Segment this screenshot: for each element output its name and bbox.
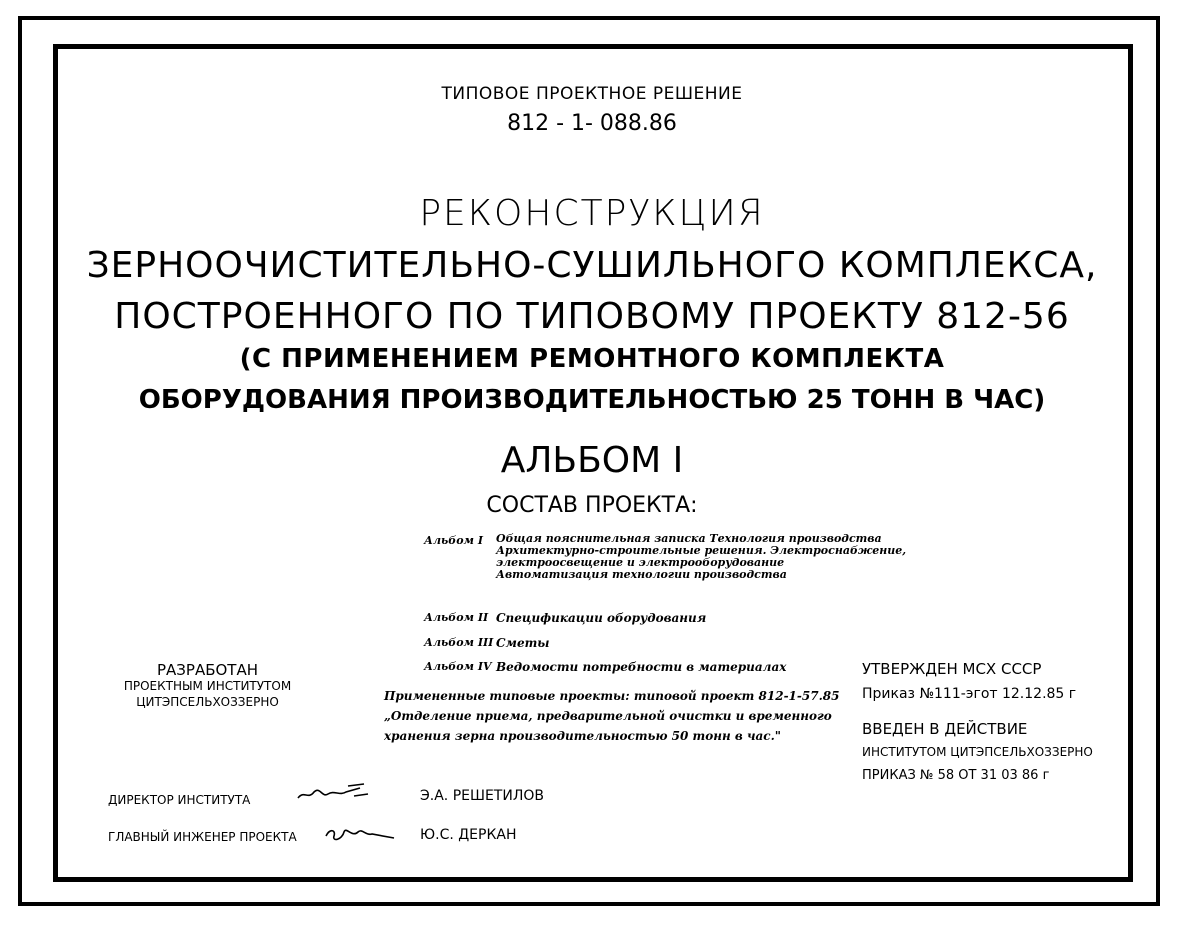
applied-line: „Отделение приема, предварительной очистки и временного: [384, 709, 832, 723]
album2-label: Альбом II: [424, 611, 489, 624]
album1-description: [496, 533, 906, 581]
approval-line2: Приказ №111-эгот 12.12.85 г: [862, 686, 1077, 702]
developer-line: ЦИТЭПСЕЛЬХОЗЗЕРНО: [136, 695, 279, 709]
album-title: АЛЬБОМ I: [500, 440, 684, 481]
album1-label: Альбом I: [424, 534, 483, 547]
album1-line: Автоматизация технологии производства: [496, 568, 787, 581]
engineer-name: Ю.С. ДЕРКАН: [420, 827, 517, 843]
engineer-title: ГЛАВНЫЙ ИНЖЕНЕР ПРОЕКТА: [108, 830, 297, 844]
approval-line5: ПРИКАЗ № 58 ОТ 31 03 86 г: [862, 768, 1050, 783]
applied-projects: [384, 686, 839, 746]
composition-heading: СОСТАВ ПРОЕКТА:: [486, 493, 698, 518]
album1-line: Общая пояснительная записка Технология производства: [496, 532, 882, 545]
album4-description: Ведомости потребности в материалах: [496, 660, 787, 674]
title-line4: (С ПРИМЕНЕНИЕМ РЕМОНТНОГО КОМПЛЕКТА: [239, 344, 945, 374]
approval-line1: УТВЕРЖДЕН МСХ СССР: [862, 660, 1042, 678]
album1-line: Архитектурно-строительные решения. Электроснабжение,: [496, 544, 907, 557]
applied-line: хранения зерна производительностью 50 тонн в час.": [384, 729, 782, 743]
title-line1: РЕКОНСТРУКЦИЯ: [419, 193, 765, 234]
title-line3: ПОСТРОЕННОГО ПО ТИПОВОМУ ПРОЕКТУ 812-56: [114, 296, 1070, 337]
project-number: 812 - 1- 088.86: [507, 111, 677, 136]
director-name: Э.А. РЕШЕТИЛОВ: [420, 788, 544, 804]
album3-label: Альбом III: [424, 636, 494, 649]
album1-line: электроосвещение и электрооборудование: [496, 556, 785, 569]
album4-label: Альбом IV: [424, 660, 492, 673]
approval-line4: ИНСТИТУТОМ ЦИТЭПСЕЛЬХОЗЗЕРНО: [862, 745, 1093, 759]
title-line2: ЗЕРНООЧИСТИТЕЛЬНО-СУШИЛЬНОГО КОМПЛЕКСА,: [86, 245, 1098, 286]
developer-block: [105, 662, 310, 710]
album2-description: Спецификации оборудования: [496, 611, 707, 625]
developer-line: ПРОЕКТНЫМ ИНСТИТУТОМ: [123, 679, 292, 693]
developer-line: РАЗРАБОТАН: [156, 661, 259, 679]
director-title: ДИРЕКТОР ИНСТИТУТА: [108, 793, 251, 807]
header-line1: ТИПОВОЕ ПРОЕКТНОЕ РЕШЕНИЕ: [441, 84, 743, 104]
album3-description: Сметы: [496, 636, 550, 650]
director-signature: [294, 780, 374, 806]
approval-line3: ВВЕДЕН В ДЕЙСТВИЕ: [862, 720, 1028, 738]
engineer-signature: [322, 820, 402, 846]
title-line5: ОБОРУДОВАНИЯ ПРОИЗВОДИТЕЛЬНОСТЬЮ 25 ТОНН В ЧАС): [138, 385, 1046, 415]
applied-line: Примененные типовые проекты: типовой проект 812-1-57.85: [384, 689, 840, 703]
